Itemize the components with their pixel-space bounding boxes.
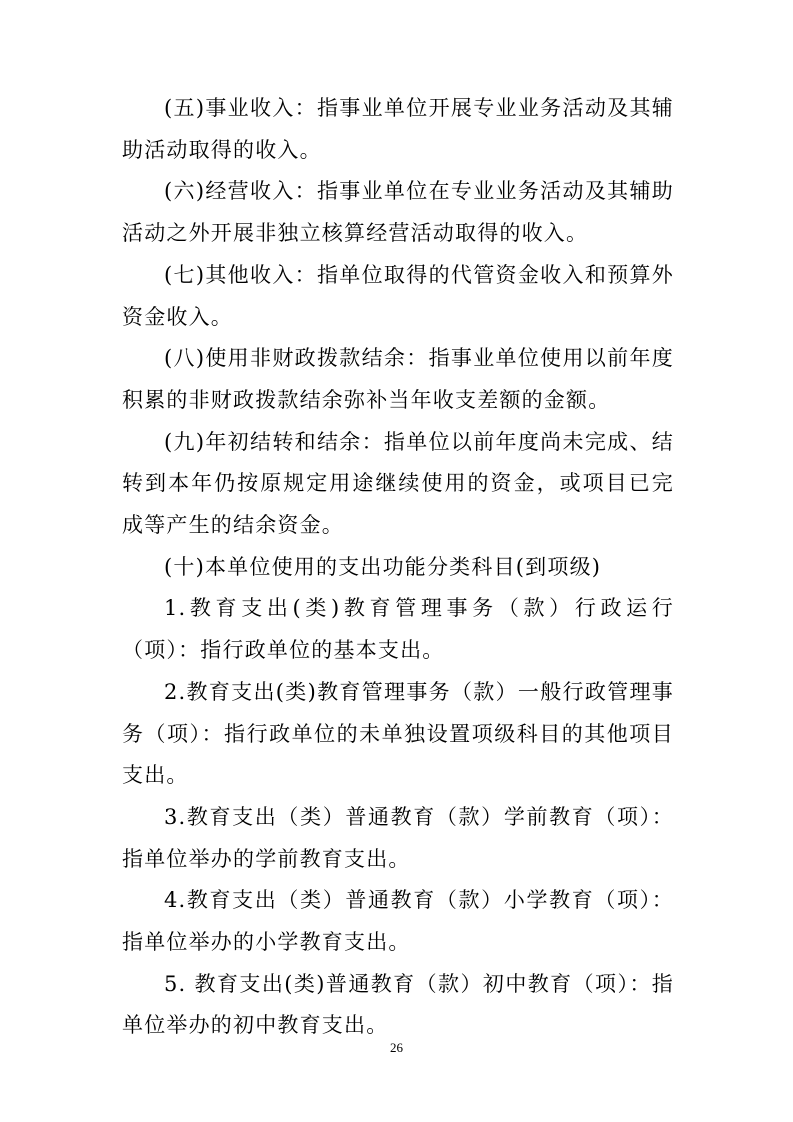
paragraph-carryover-surplus: (九)年初结转和结余：指单位以前年度尚未完成、结转到本年仍按原规定用途继续使用的资金，或项目已完成等产生的结余资金。 (122, 429, 674, 538)
paragraph-other-income: (七)其他收入：指单位取得的代管资金收入和预算外资金收入。 (122, 262, 674, 329)
paragraph-business-income: (五)事业收入：指事业单位开展专业业务活动及其辅助活动取得的收入。 (122, 96, 674, 162)
paragraph-operating-income: (六)经营收入：指事业单位在专业业务活动及其辅助活动之外开展非独立核算经营活动取得的收入。 (122, 179, 674, 246)
list-item-general-administration: 2.教育支出(类)教育管理事务（款）一般行政管理事务（项）：指行政单位的未单独设置项级科目的其他项目支出。 (122, 679, 674, 788)
paragraph-non-fiscal-surplus: (八)使用非财政拨款结余：指事业单位使用以前年度积累的非财政拨款结余弥补当年收支差额的金额。 (122, 346, 674, 412)
list-item-administrative-operation: 1.教育支出(类)教育管理事务（款）行政运行（项）：指行政单位的基本支出。 (122, 596, 674, 663)
paragraph-functional-classification: (十)本单位使用的支出功能分类科目(到项级) (164, 554, 602, 579)
list-item-primary-education: 4.教育支出（类）普通教育（款）小学教育（项）：指单位举办的小学教育支出。 (122, 888, 674, 955)
page-number: 26 (390, 1040, 403, 1055)
list-item-preschool-education: 3.教育支出（类）普通教育（款）学前教育（项）：指单位举办的学前教育支出。 (122, 804, 674, 871)
list-item-junior-high-education: 5. 教育支出(类)普通教育（款）初中教育（项）：指单位举办的初中教育支出。 (122, 971, 674, 1038)
body-text (122, 88, 674, 1047)
